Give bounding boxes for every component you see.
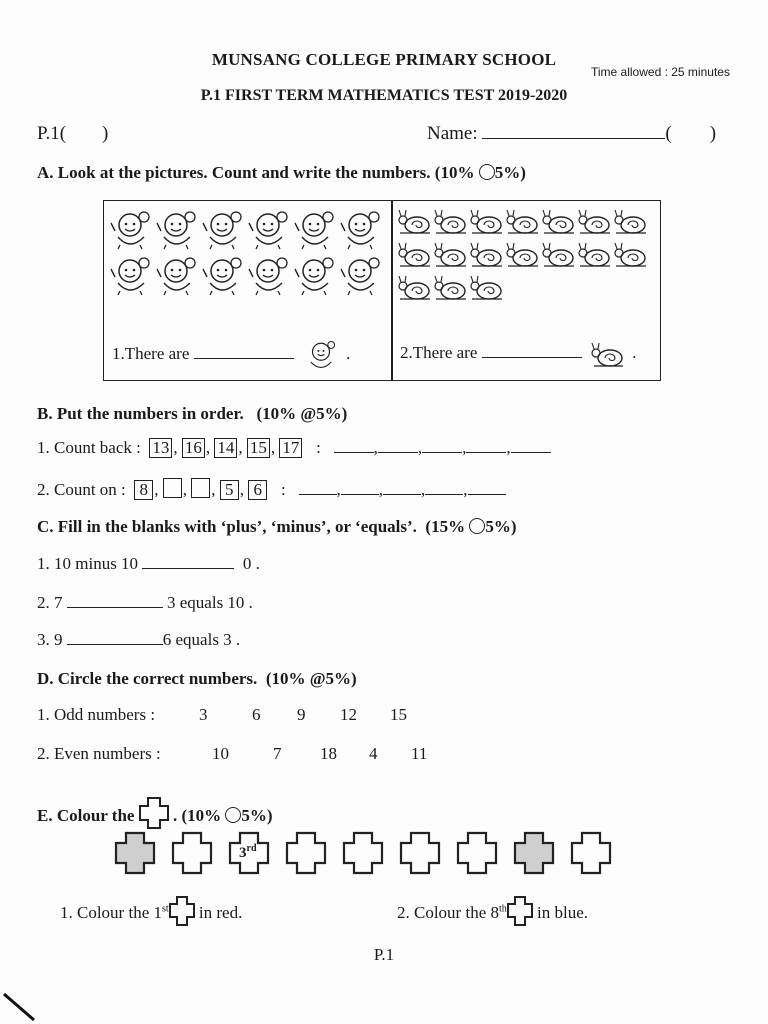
girl-picture — [111, 258, 149, 295]
girl-picture — [295, 212, 333, 249]
snail-picture — [435, 276, 466, 299]
answer-blank[interactable] — [383, 480, 421, 495]
number-box: 17 — [279, 438, 302, 458]
question-e1: 1. Colour the 1st in red. — [60, 896, 242, 926]
question-c2: 2. 7 3 equals 10 . — [37, 593, 253, 612]
answer-blank[interactable] — [511, 438, 551, 453]
question-c3: 3. 9 6 equals 3 . — [37, 630, 241, 649]
picture-table — [103, 200, 661, 381]
answer-blank[interactable] — [334, 438, 374, 453]
time-allowed: Time allowed : 25 minutes — [591, 65, 730, 79]
snail-picture — [507, 243, 538, 266]
snail-picture — [579, 243, 610, 266]
girl-picture — [111, 212, 149, 249]
girl-picture — [203, 212, 241, 249]
snail-icon — [590, 339, 628, 369]
snail-picture — [579, 210, 610, 233]
number-box-empty[interactable] — [163, 478, 182, 498]
question-d1: 1. Odd numbers : — [37, 705, 156, 724]
section-e-title: E. Colour the . (10% 5%) — [37, 797, 273, 829]
cross-shape — [173, 833, 211, 873]
question-d2: 2. Even numbers : — [37, 744, 161, 763]
section-b-title: B. Put the numbers in order. (10% @5%) — [37, 404, 348, 423]
answer-blank[interactable] — [466, 438, 506, 453]
odd-number-option[interactable]: 15 — [390, 705, 407, 724]
number-box: 5 — [220, 480, 239, 500]
answer-blank-a1[interactable] — [194, 344, 294, 359]
snail-picture — [399, 276, 430, 299]
cross-shapes — [114, 831, 624, 875]
answer-blank[interactable] — [378, 438, 418, 453]
cross-shape — [572, 833, 610, 873]
section-c-title: C. Fill in the blanks with ‘plus’, ‘minus’, or ‘equals’. (15% 5%) — [37, 517, 517, 536]
snail-picture — [507, 210, 538, 233]
number-box: 15 — [247, 438, 270, 458]
question-b2: 2. Count on : 8 , , , 5 , 6 : , , , , — [37, 478, 506, 500]
girl-picture — [157, 212, 195, 249]
girl-picture — [341, 258, 379, 295]
cross-shape-icon — [507, 896, 533, 926]
cross-shape — [287, 833, 325, 873]
cross-shape — [515, 833, 553, 873]
question-e2: 2. Colour the 8th in blue. — [397, 896, 588, 926]
odd-number-option[interactable]: 6 — [252, 705, 261, 724]
snail-picture — [543, 210, 574, 233]
answer-blank-c3[interactable] — [67, 630, 163, 645]
snail-picture — [471, 210, 502, 233]
even-number-option[interactable]: 7 — [273, 744, 282, 763]
question-a1: 1.There are . — [112, 339, 350, 371]
snail-picture — [435, 243, 466, 266]
girl-picture — [249, 212, 287, 249]
girl-picture — [203, 258, 241, 295]
answer-blank-c2[interactable] — [67, 593, 163, 608]
school-name: MUNSANG COLLEGE PRIMARY SCHOOL — [211, 50, 557, 69]
corner-mark — [2, 992, 42, 1024]
cross-shape — [401, 833, 439, 873]
answer-blank[interactable] — [468, 480, 506, 495]
number-box-empty[interactable] — [191, 478, 210, 498]
question-a2: 2.There are . — [400, 339, 636, 369]
number-box: 8 — [134, 480, 153, 500]
class-field: P.1( ) — [37, 123, 109, 144]
cross-shape — [344, 833, 382, 873]
snail-picture — [435, 210, 466, 233]
girl-icon — [302, 339, 342, 371]
cross-row — [114, 831, 624, 875]
cross-shape-icon — [139, 797, 169, 829]
question-c1: 1. 10 minus 10 0 . — [37, 554, 260, 573]
name-field: Name: ( ) — [427, 123, 717, 144]
snail-picture — [471, 276, 502, 299]
number-box: 16 — [182, 438, 205, 458]
girl-picture — [295, 258, 333, 295]
cross-shape — [458, 833, 496, 873]
section-a-title: A. Look at the pictures. Count and write the numbers. (10% 5%) — [37, 163, 526, 182]
number-box: 6 — [248, 480, 267, 500]
girl-picture — [341, 212, 379, 249]
section-d-title: D. Circle the correct numbers. (10% @5%) — [37, 669, 357, 688]
odd-number-option[interactable]: 9 — [297, 705, 306, 724]
odd-number-option[interactable]: 12 — [340, 705, 357, 724]
odd-number-option[interactable]: 3 — [199, 705, 208, 724]
answer-blank[interactable] — [341, 480, 379, 495]
girl-picture — [249, 258, 287, 295]
number-box: 14 — [214, 438, 237, 458]
answer-blank-a2[interactable] — [482, 343, 582, 358]
snail-picture — [615, 243, 646, 266]
snail-picture — [471, 243, 502, 266]
question-b1: 1. Count back : 13 , 16 , 14 , 15 , 17 : , , , , — [37, 438, 551, 458]
girl-picture — [157, 258, 195, 295]
answer-blank[interactable] — [422, 438, 462, 453]
cross-shape — [116, 833, 154, 873]
even-number-option[interactable]: 4 — [369, 744, 378, 763]
answer-blank[interactable] — [425, 480, 463, 495]
snail-picture — [615, 210, 646, 233]
third-label: 3rd — [239, 843, 257, 861]
answer-blank-c1[interactable] — [142, 554, 234, 569]
cross-shape-icon — [169, 896, 195, 926]
even-number-option[interactable]: 18 — [320, 744, 337, 763]
name-blank[interactable] — [482, 124, 665, 139]
snail-picture — [543, 243, 574, 266]
name-label: Name: — [427, 123, 478, 144]
number-box: 13 — [149, 438, 172, 458]
test-title: P.1 FIRST TERM MATHEMATICS TEST 2019-2020 — [200, 87, 568, 104]
snail-picture — [399, 243, 430, 266]
answer-blank[interactable] — [299, 480, 337, 495]
page-number: P.1 — [373, 945, 395, 964]
even-number-option[interactable]: 11 — [411, 744, 428, 763]
even-number-option[interactable]: 10 — [212, 744, 229, 763]
snail-picture — [399, 210, 430, 233]
